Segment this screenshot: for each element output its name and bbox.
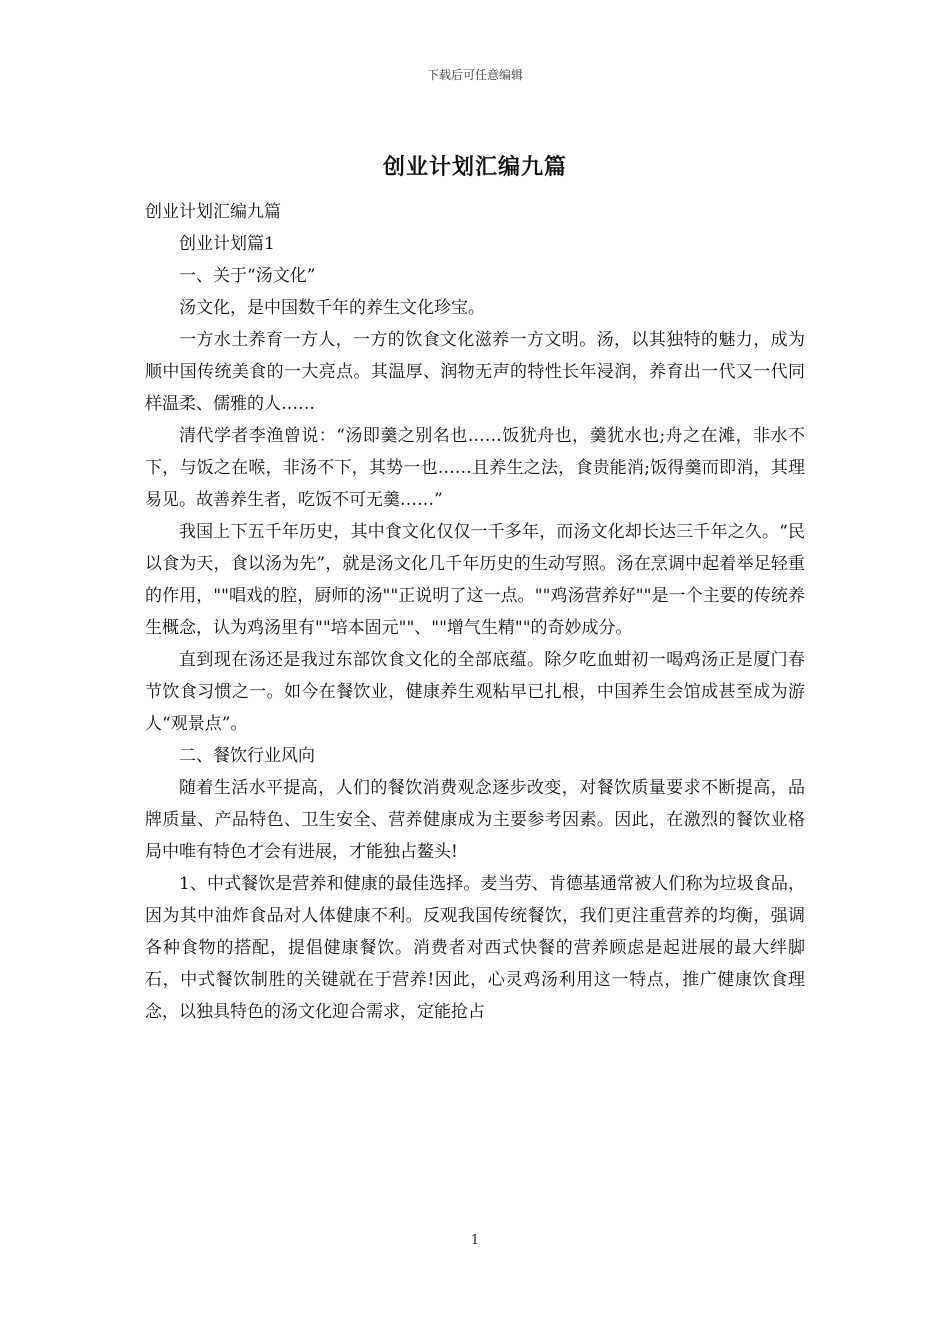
page-number: 1 [470,1233,480,1248]
document-title: 创业计划汇编九篇 [382,154,567,180]
body-paragraph: 1、中式餐饮是营养和健康的最佳选择。麦当劳、肯德基通常被人们称为垃圾食品，因为其中油炸食品对人体健康不利。反观我国传统餐饮，我们更注重营养的均衡，强调各种食物的搭配，提倡健康餐饮。消费者对西式快餐的营养顾虑是起进展的最大绊脚石，中式餐饮制胜的关键就在于营养!因此，心灵鸡汤利用这一特点，推广健康饮食理念，以独具特色的汤文化迎合需求，定能抢占 [145,874,805,1022]
section-heading: 二、餐饮行业风向 [179,746,315,766]
header-note: 下载后可任意编辑 [426,68,523,82]
section-heading: 创业计划篇1 [179,234,275,254]
body-paragraph: 清代学者李渔曾说：“汤即羹之别名也……饭犹舟也，羹犹水也;舟之在滩，非水不下，与饭之在喉，非汤不下，其势一也……且养生之法，食贵能消;饭得羹而即消，其理易见。故善养生者，吃饭不可无羹……” [145,426,805,510]
body-paragraph: 一方水土养育一方人，一方的饮食文化滋养一方文明。汤，以其独特的魅力，成为顺中国传统美食的一大亮点。其温厚、润物无声的特性长年浸润，养育出一代又一代同样温柔、儒雅的人…… [145,330,805,414]
body-paragraph: 直到现在汤还是我过东部饮食文化的全部底蕴。除夕吃血蚶初一喝鸡汤正是厦门春节饮食习惯之一。如今在餐饮业，健康养生观粘早已扎根，中国养生会馆成甚至成为游人“观景点”。 [145,650,805,734]
body-paragraph: 随着生活水平提高，人们的餐饮消费观念逐步改变，对餐饮质量要求不断提高，品牌质量、产品特色、卫生安全、营养健康成为主要参考因素。因此，在激烈的餐饮业格局中唯有特色才会有进展，才能独占鳌头! [145,778,805,862]
body-paragraph: 我国上下五千年历史，其中食文化仅仅一千多年，而汤文化却长达三千年之久。“民以食为天，食以汤为先”，就是汤文化几千年历史的生动写照。汤在烹调中起着举足轻重的作用，""唱戏的腔，厨师的汤""正说明了这一点。""鸡汤营养好""是一个主要的传统养生概念，认为鸡汤里有""培本固元""、""增气生精""的奇妙成分。 [145,522,805,638]
document-body [145,196,805,1028]
subtitle-paragraph: 创业计划汇编九篇 [145,202,281,222]
body-paragraph: 汤文化，是中国数千年的养生文化珍宝。 [179,298,485,318]
section-heading: 一、关于“汤文化” [179,266,316,286]
